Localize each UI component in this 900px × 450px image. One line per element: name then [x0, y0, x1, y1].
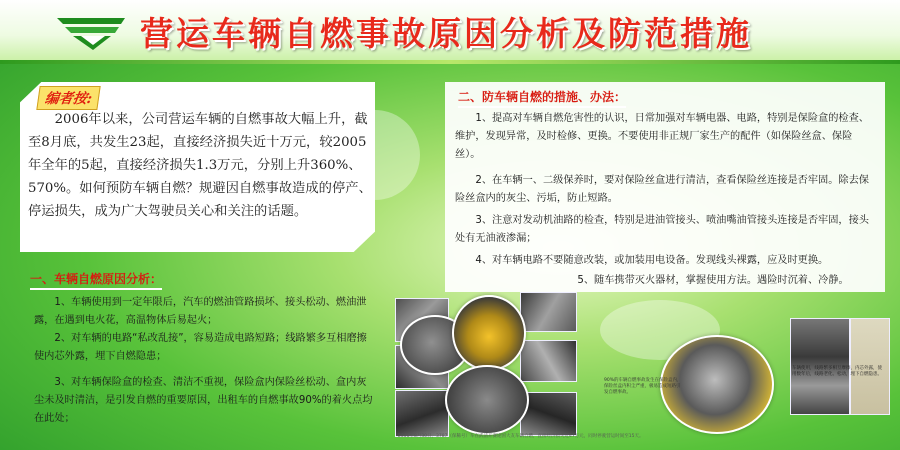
photo-caption: 90%的车辆自燃事故发生在保险盒内，保险丝盒内积尘严重，极易造成短路引发自燃事故。: [604, 378, 682, 395]
photo-caption: 2006年8月30日，3787（保稀号）车在武清开赛途国大友车辆自燃，直接经济损失近47万元，同时停驶营运时间至15天。: [398, 434, 644, 439]
section2-item: 5、随车携带灭火器材，掌握使用方法。遇险时沉着、冷静。: [577, 275, 849, 286]
fuse-box-photo: [395, 390, 449, 437]
section2-heading: 二、防车辆自燃的措施、办法：: [458, 88, 626, 108]
section2-item: 2、在车辆一、二级保养时，要对保险丝盒进行清洁，查看保险丝连接是否牢固。除去保险丝盒内的灰尘、污垢，防止短路。: [455, 175, 869, 204]
section1-heading: 一、车辆自燃原因分析：: [30, 270, 162, 290]
editor-note-text: 2006年以来，公司营运车辆的自燃事故大幅上升，截至8月底，共发生23起，直接经济损失近十万元，较2005年全年的5起，直接经济损失1.3万元，分别上升360%、570%。如何预防车辆自燃？规避因自燃事故造成的停产、停运损失，成为广大驾驶员关心和关注的话题。: [28, 112, 372, 219]
page-title: 营运车辆自燃事故原因分析及防范措施: [140, 14, 752, 53]
section2-item: 1、提高对车辆自燃危害性的认识，日常加强对车辆电器、电路，特别是保险盒的检查、维护，发现异常，及时检修、更换。不要使用非正规厂家生产的配件（如保险丝盒、保险丝）。: [455, 113, 869, 160]
taxi-fire-photo: [452, 295, 526, 371]
burnt-parts-photo: [520, 340, 577, 382]
section2-item: 4、对车辆电路不要随意改装，或加装用电设备。发现线头裸露，应及时更换。: [475, 255, 829, 266]
section1-item: 3、对车辆保险盒的检查、清洁不重视，保险盒内保险丝松动、盒内灰尘未及时清洁，是引发自燃的重要原因，出租车的自燃事故90%的着火点均在此处；: [34, 377, 373, 424]
photo-caption: 车辆使用，线路繁多相互摩擦，内芯外露，使用数年后，线路老化、松动，埋下自燃隐患。: [792, 366, 882, 377]
section2-item: 3、注意对发动机油路的检查，特别是进油管接头、喷油嘴油管接头连接是否牢固，接头处有无油液渗漏；: [455, 215, 869, 244]
editor-note-tag: 编者按:: [36, 86, 101, 110]
company-logo-icon: [55, 12, 130, 52]
header-divider: [0, 60, 900, 64]
section1-item: 1、车辆使用到一定年限后，汽车的燃油管路损坏、接头松动、燃油泄露，在遇到电火花，高温物体后易起火；: [34, 297, 367, 326]
section1-item: 2、对车辆的电路“私改乱接”，容易造成电路短路；线路繁多互相磨擦使内芯外露，埋下自燃隐患；: [34, 333, 367, 362]
circle-photo: [445, 365, 529, 435]
burnt-parts-photo: [520, 292, 577, 332]
